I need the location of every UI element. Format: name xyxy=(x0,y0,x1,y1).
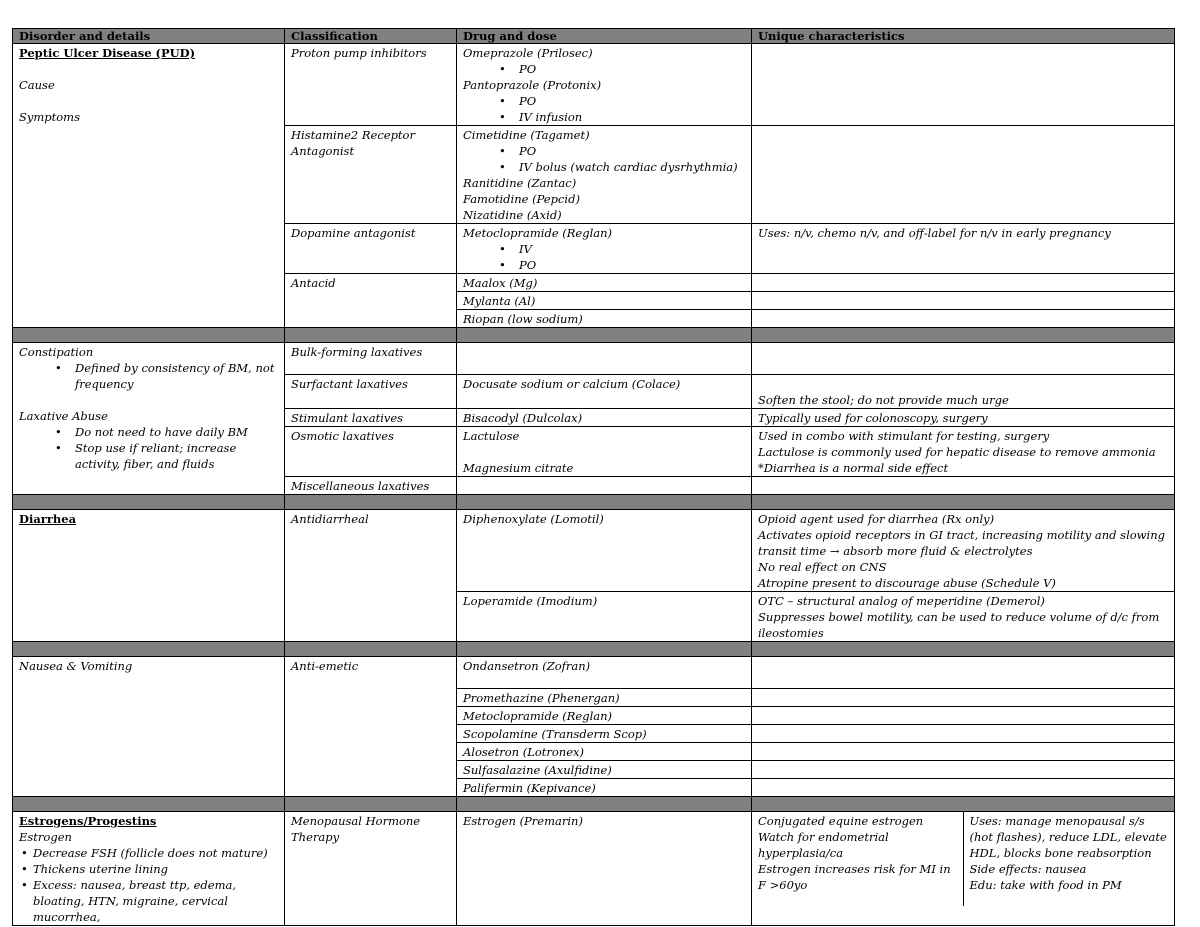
drug-maalox: Maalox (Mg) xyxy=(457,274,752,292)
drug-sulfasalazine: Sulfasalazine (Axulfidine) xyxy=(457,761,752,779)
drug-bisacodyl: Bisacodyl (Dulcolax) xyxy=(457,409,752,427)
drug-pantoprazole: Pantoprazole (Protonix) xyxy=(463,78,602,92)
classification-mht: Menopausal Hormone Therapy xyxy=(285,812,457,926)
laxative-abuse-point: • Stop use if reliant; increase activity, fiber, and fluids xyxy=(75,440,278,472)
pud-symptoms: Symptoms xyxy=(19,110,80,124)
pud-row-ppi xyxy=(13,44,1175,126)
nausea-disorder-cell: Nausea & Vomiting xyxy=(13,657,285,797)
drug-diphenoxylate: Diphenoxylate (Lomotil) xyxy=(457,510,752,592)
classification-surfactant: Surfactant laxatives xyxy=(285,375,457,409)
classification-bulk: Bulk-forming laxatives xyxy=(285,343,457,375)
route-item: • PO xyxy=(519,93,745,109)
unique-line: Watch for endometrial hyperplasia/ca xyxy=(758,830,889,860)
drug-table-page xyxy=(12,28,1174,926)
pud-title: Peptic Ulcer Disease (PUD) xyxy=(19,46,196,60)
unique-premarin xyxy=(752,812,1175,926)
unique-line: Conjugated equine estrogen xyxy=(758,814,924,828)
drug-nizatidine: Nizatidine (Axid) xyxy=(463,208,562,222)
separator-row xyxy=(13,495,1175,510)
unique-line: Used in combo with stimulant for testing, surgery xyxy=(758,429,1050,443)
unique-stimulant: Typically used for colonoscopy, surgery xyxy=(752,409,1175,427)
header-classification: Classification xyxy=(285,29,457,44)
drugs-osmotic xyxy=(457,427,752,477)
drugs-dopamine xyxy=(457,224,752,274)
drug-misc xyxy=(457,477,752,495)
unique-mylanta xyxy=(752,292,1175,310)
drug-alosetron: Alosetron (Lotronex) xyxy=(457,743,752,761)
separator-row xyxy=(13,797,1175,812)
estrogen-row xyxy=(13,812,1175,926)
classification-dopamine: Dopamine antagonist xyxy=(285,224,457,274)
unique-line: Uses: manage menopausal s/s (hot flashes), reduce LDL, elevate HDL, blocks bone reabsorption xyxy=(969,814,1167,860)
header-row xyxy=(13,29,1175,44)
route-item: • PO xyxy=(519,257,745,273)
unique-line: Atropine present to discourage abuse (Schedule V) xyxy=(758,576,1056,590)
separator-row xyxy=(13,328,1175,343)
drug-palifermin: Palifermin (Kepivance) xyxy=(457,779,752,797)
laxative-abuse-title: Laxative Abuse xyxy=(19,409,108,423)
unique-ondansetron xyxy=(752,657,1175,689)
unique-line: Opioid agent used for diarrhea (Rx only) xyxy=(758,512,995,526)
unique-line: Estrogen increases risk for MI in F >60yo xyxy=(758,862,951,892)
unique-palifermin xyxy=(752,779,1175,797)
drug-premarin: Estrogen (Premarin) xyxy=(457,812,752,926)
unique-ppi xyxy=(752,44,1175,126)
diarrhea-row-lomotil xyxy=(13,510,1175,592)
unique-premarin-left xyxy=(752,812,964,906)
constipation-row-bulk xyxy=(13,343,1175,375)
nausea-row-1 xyxy=(13,657,1175,689)
unique-scopolamine xyxy=(752,725,1175,743)
drug-metoclopramide: Metoclopramide (Reglan) xyxy=(463,226,613,240)
unique-line: *Diarrhea is a normal side effect xyxy=(758,461,949,475)
unique-misc xyxy=(752,477,1175,495)
drug-famotidine: Famotidine (Pepcid) xyxy=(463,192,580,206)
unique-bulk xyxy=(752,343,1175,375)
drug-mylanta: Mylanta (Al) xyxy=(457,292,752,310)
diarrhea-disorder-cell xyxy=(13,510,285,642)
classification-misc: Miscellaneous laxatives xyxy=(285,477,457,495)
unique-line: No real effect on CNS xyxy=(758,560,887,574)
estrogen-disorder-cell xyxy=(13,812,285,926)
unique-line: Edu: take with food in PM xyxy=(969,878,1122,892)
drug-magnesium-citrate: Magnesium citrate xyxy=(463,461,574,475)
unique-sulfasalazine xyxy=(752,761,1175,779)
unique-dopamine: Uses: n/v, chemo n/v, and off-label for n/v in early pregnancy xyxy=(752,224,1175,274)
unique-line: OTC – structural analog of meperidine (Demerol) xyxy=(758,594,1045,608)
separator-row xyxy=(13,642,1175,657)
drug-table xyxy=(12,28,1175,926)
unique-riopan xyxy=(752,310,1175,328)
constipation-title: Constipation xyxy=(19,345,94,359)
drug-docusate: Docusate sodium or calcium (Colace) xyxy=(457,375,752,409)
header-disorder: Disorder and details xyxy=(13,29,285,44)
drug-scopolamine: Scopolamine (Transderm Scop) xyxy=(457,725,752,743)
classification-antidiarrheal: Antidiarrheal xyxy=(285,510,457,642)
unique-premarin-right xyxy=(964,812,1175,906)
unique-maalox xyxy=(752,274,1175,292)
estrogen-title: Estrogens/Progestins xyxy=(19,814,157,828)
estrogen-point: • Thickens uterine lining xyxy=(33,861,278,877)
unique-line: Side effects: nausea xyxy=(969,862,1087,876)
route-item: • PO xyxy=(519,143,745,159)
unique-diphenoxylate xyxy=(752,510,1175,592)
estrogen-subtitle: Estrogen xyxy=(19,830,72,844)
drug-omeprazole: Omeprazole (Prilosec) xyxy=(463,46,593,60)
classification-ppi: Proton pump inhibitors xyxy=(285,44,457,126)
drug-riopan: Riopan (low sodium) xyxy=(457,310,752,328)
pud-cause: Cause xyxy=(19,78,55,92)
unique-metoclopramide xyxy=(752,707,1175,725)
classification-antiemetic: Anti-emetic xyxy=(285,657,457,797)
drugs-h2 xyxy=(457,126,752,224)
classification-h2: Histamine2 Receptor Antagonist xyxy=(285,126,457,224)
pud-disorder-cell xyxy=(13,44,285,328)
drug-ondansetron: Ondansetron (Zofran) xyxy=(457,657,752,689)
laxative-abuse-point: • Do not need to have daily BM xyxy=(75,424,278,440)
constipation-point: • Defined by consistency of BM, not frequency xyxy=(75,360,278,392)
drug-promethazine: Promethazine (Phenergan) xyxy=(457,689,752,707)
diarrhea-title: Diarrhea xyxy=(19,512,77,526)
drug-metoclopramide-antiemetic: Metoclopramide (Reglan) xyxy=(457,707,752,725)
unique-promethazine xyxy=(752,689,1175,707)
unique-alosetron xyxy=(752,743,1175,761)
header-unique: Unique characteristics xyxy=(752,29,1175,44)
constipation-disorder-cell xyxy=(13,343,285,495)
drug-lactulose: Lactulose xyxy=(463,429,520,443)
drug-ranitidine: Ranitidine (Zantac) xyxy=(463,176,577,190)
unique-line: Lactulose is commonly used for hepatic disease to remove ammonia xyxy=(758,445,1156,459)
estrogen-point: • Decrease FSH (follicle does not mature) xyxy=(33,845,278,861)
unique-h2 xyxy=(752,126,1175,224)
unique-surfactant-text: Soften the stool; do not provide much urge xyxy=(758,393,1009,407)
drug-loperamide: Loperamide (Imodium) xyxy=(457,592,752,642)
unique-surfactant xyxy=(752,375,1175,409)
unique-osmotic xyxy=(752,427,1175,477)
route-item: • IV bolus (watch cardiac dysrhythmia) xyxy=(519,159,745,175)
drugs-ppi xyxy=(457,44,752,126)
classification-stimulant: Stimulant laxatives xyxy=(285,409,457,427)
unique-line: Suppresses bowel motility, can be used to reduce volume of d/c from ileostomies xyxy=(758,610,1160,640)
drug-cimetidine: Cimetidine (Tagamet) xyxy=(463,128,590,142)
classification-antacid: Antacid xyxy=(285,274,457,328)
classification-osmotic: Osmotic laxatives xyxy=(285,427,457,477)
route-item: • PO xyxy=(519,61,745,77)
header-drug: Drug and dose xyxy=(457,29,752,44)
unique-loperamide xyxy=(752,592,1175,642)
drug-bulk xyxy=(457,343,752,375)
estrogen-point: • Excess: nausea, breast ttp, edema, bloating, HTN, migraine, cervical mucorrhea, xyxy=(33,877,278,925)
route-item: • IV xyxy=(519,241,745,257)
route-item: • IV infusion xyxy=(519,109,745,125)
unique-line: Activates opioid receptors in GI tract, increasing motility and slowing transit time → absorb more fluid & electrolytes xyxy=(758,528,1165,558)
